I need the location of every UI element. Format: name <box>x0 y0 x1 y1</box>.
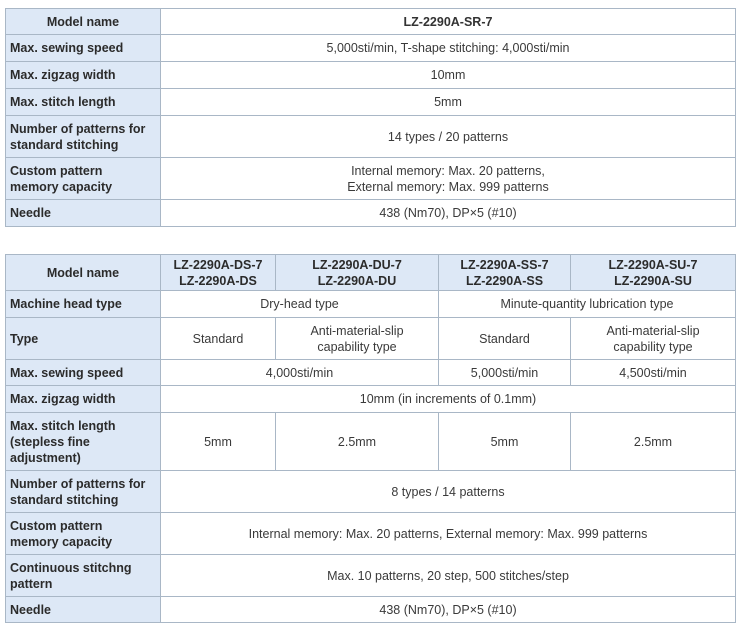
table-row <box>6 200 736 227</box>
model-line: LZ-2290A-DU-7 <box>312 257 402 272</box>
table-row <box>6 9 736 35</box>
table-row <box>6 318 736 360</box>
table-row <box>6 116 736 158</box>
label-line: Custom pattern <box>10 518 103 533</box>
spec-table-ds-du-ss-su <box>5 254 736 623</box>
cell-value: Internal memory: Max. 20 patterns, External memory: Max. 999 patterns <box>161 513 736 555</box>
cell-value: 4,500sti/min <box>571 360 736 386</box>
row-label: Needle <box>6 200 161 227</box>
table-row <box>6 386 736 413</box>
label-line: Custom pattern <box>10 163 103 178</box>
model-line: LZ-2290A-SU-7 <box>608 257 698 272</box>
cell-value: 10mm (in increments of 0.1mm) <box>161 386 736 413</box>
model-line: LZ-2290A-SU <box>614 273 692 288</box>
table-row <box>6 471 736 513</box>
row-label: Model name <box>6 255 161 291</box>
row-label: Machine head type <box>6 291 161 318</box>
table-row <box>6 513 736 555</box>
cell-value: Dry-head type <box>161 291 439 318</box>
cell-value: Max. 10 patterns, 20 step, 500 stitches/step <box>161 555 736 597</box>
cell-value: 5mm <box>439 413 571 471</box>
label-line: Max. stitch length <box>10 418 116 433</box>
label-line: (stepless fine <box>10 434 90 449</box>
label-line: memory capacity <box>10 179 113 194</box>
table-row <box>6 555 736 597</box>
row-label <box>6 513 161 555</box>
row-label: Max. sewing speed <box>6 360 161 386</box>
cell-value: Standard <box>161 318 276 360</box>
row-label: Max. zigzag width <box>6 386 161 413</box>
row-label <box>6 158 161 200</box>
cell-value: 5,000sti/min, T-shape stitching: 4,000sti/min <box>161 35 736 62</box>
label-line: Number of patterns for <box>10 121 146 136</box>
row-label: Type <box>6 318 161 360</box>
cell-value: Standard <box>439 318 571 360</box>
cell-value: 5mm <box>161 413 276 471</box>
cell-value: 5mm <box>161 89 736 116</box>
cell-value: 2.5mm <box>571 413 736 471</box>
cell-value: 2.5mm <box>276 413 439 471</box>
table-row <box>6 291 736 318</box>
label-line: Number of patterns for <box>10 476 146 491</box>
model-line: LZ-2290A-SS <box>465 273 544 288</box>
label-line: pattern <box>10 576 53 591</box>
table-row <box>6 255 736 291</box>
cell-value: 10mm <box>161 62 736 89</box>
model-value: LZ-2290A-SR-7 <box>161 9 736 35</box>
spec-table-sr <box>5 8 736 227</box>
cell-value: 8 types / 14 patterns <box>161 471 736 513</box>
row-label: Needle <box>6 597 161 623</box>
model-header <box>161 255 276 291</box>
label-line: memory capacity <box>10 534 113 549</box>
cell-value: Minute-quantity lubrication type <box>439 291 736 318</box>
table-row <box>6 597 736 623</box>
cell-value <box>571 318 736 360</box>
table-row <box>6 158 736 200</box>
row-label <box>6 471 161 513</box>
value-line: capability type <box>613 339 693 354</box>
cell-value <box>161 158 736 200</box>
cell-value: 438 (Nm70), DP×5 (#10) <box>161 597 736 623</box>
row-label <box>6 116 161 158</box>
table-row <box>6 62 736 89</box>
cell-value: 4,000sti/min <box>161 360 439 386</box>
row-label: Max. sewing speed <box>6 35 161 62</box>
table-row <box>6 360 736 386</box>
model-line: LZ-2290A-SS-7 <box>460 257 549 272</box>
value-line: Anti-material-slip <box>310 323 404 338</box>
row-label: Max. stitch length <box>6 89 161 116</box>
model-header <box>439 255 571 291</box>
model-header <box>276 255 439 291</box>
cell-value <box>276 318 439 360</box>
label-line: standard stitching <box>10 492 119 507</box>
cell-value: 5,000sti/min <box>439 360 571 386</box>
row-label: Max. zigzag width <box>6 62 161 89</box>
cell-value: 14 types / 20 patterns <box>161 116 736 158</box>
label-line: adjustment) <box>10 450 81 465</box>
row-label <box>6 413 161 471</box>
table-row <box>6 413 736 471</box>
value-line: External memory: Max. 999 patterns <box>347 179 549 194</box>
label-line: Continuous stitchng <box>10 560 132 575</box>
value-line: capability type <box>317 339 397 354</box>
model-line: LZ-2290A-DU <box>317 273 397 288</box>
model-line: LZ-2290A-DS <box>179 273 257 288</box>
model-line: LZ-2290A-DS-7 <box>173 257 263 272</box>
label-line: standard stitching <box>10 137 119 152</box>
cell-value: 438 (Nm70), DP×5 (#10) <box>161 200 736 227</box>
table-row <box>6 89 736 116</box>
table-row <box>6 35 736 62</box>
value-line: Internal memory: Max. 20 patterns, <box>351 163 545 178</box>
row-label <box>6 555 161 597</box>
value-line: Anti-material-slip <box>606 323 700 338</box>
row-label: Model name <box>6 9 161 35</box>
model-header <box>571 255 736 291</box>
